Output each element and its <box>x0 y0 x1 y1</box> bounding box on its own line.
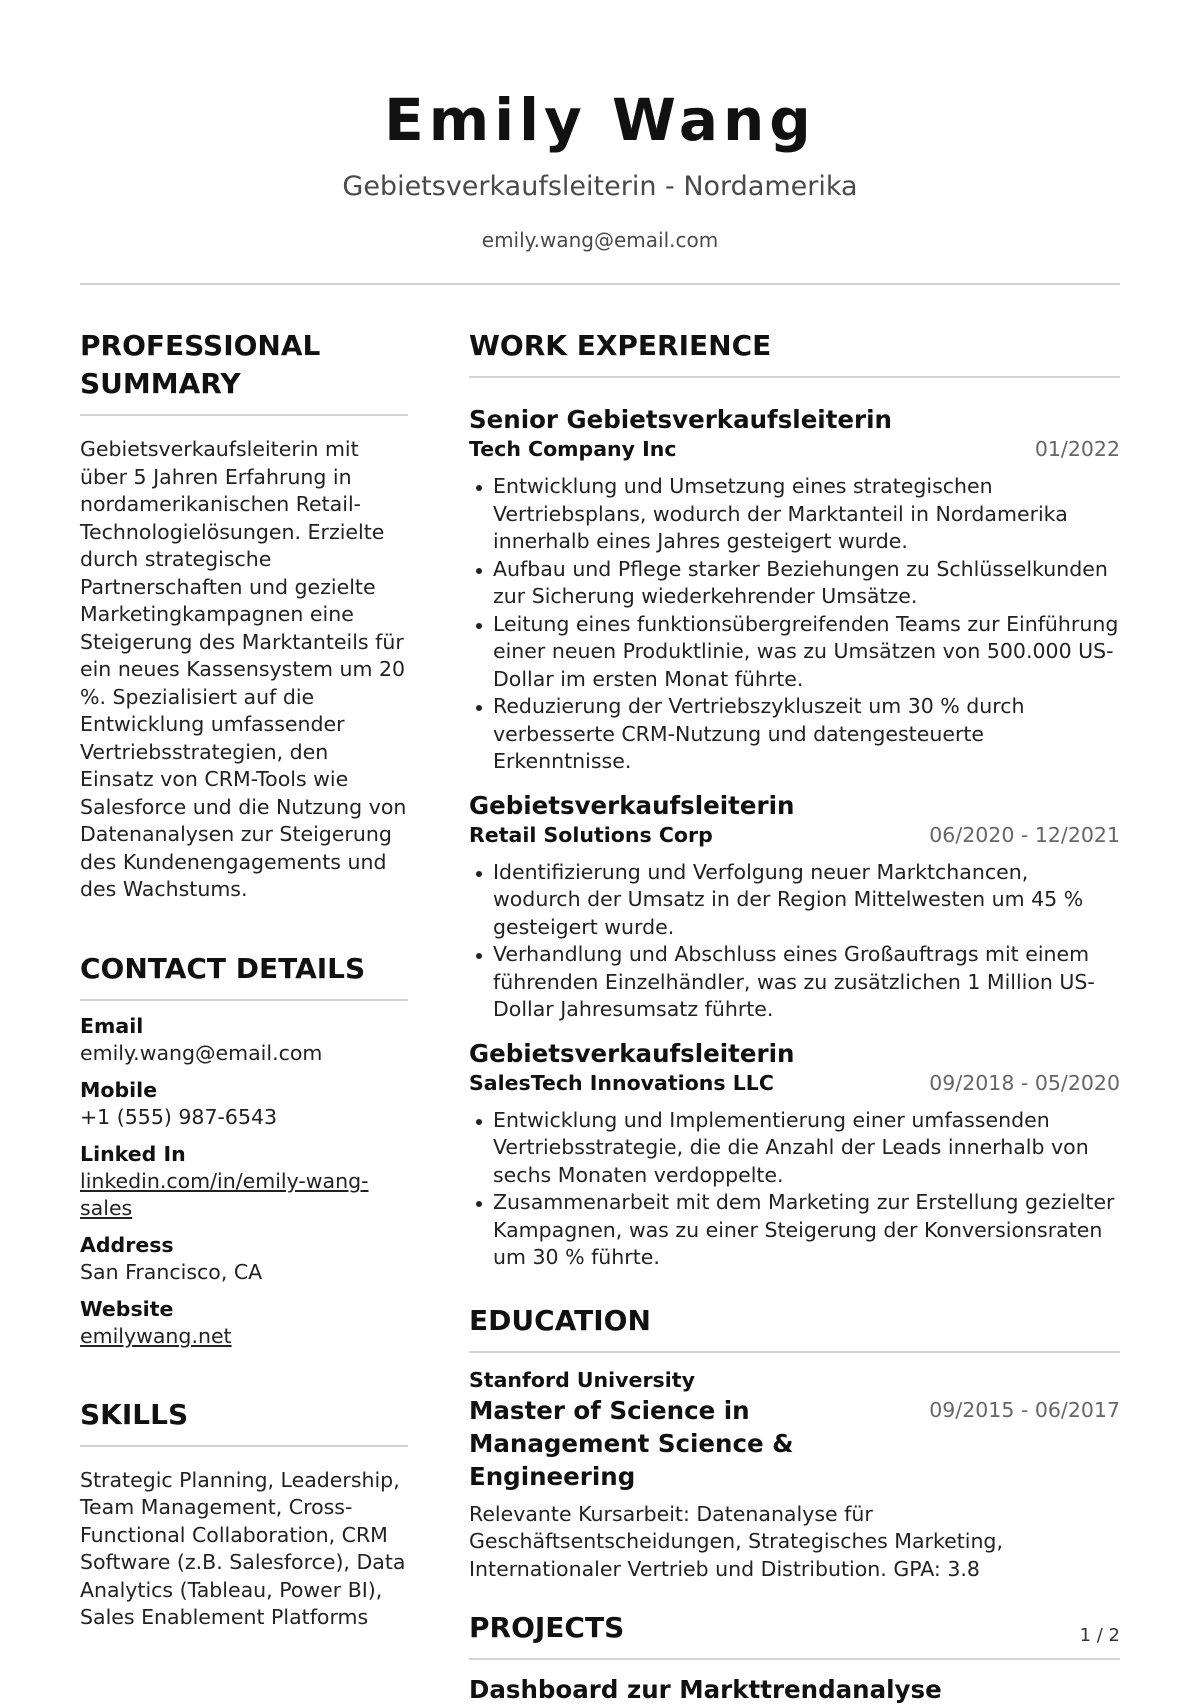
section-divider <box>80 1445 408 1447</box>
job-bullet: Entwicklung und Umsetzung eines strategischen Vertriebsplans, wodurch der Marktanteil in Nordamerika innerhalb eines Jahres gesteigert wurde. <box>493 473 1120 556</box>
job-bullet: Zusammenarbeit mit dem Marketing zur Erstellung gezielter Kampagnen, was zu einer Steigerung der Konversionsraten um 30 % führte. <box>493 1189 1120 1272</box>
job-bullet: Leitung eines funktionsübergreifenden Teams zur Einführung einer neuen Produktlinie, was zu Umsätzen von 500.000 US-Dollar im ersten Monat führte. <box>493 611 1120 694</box>
job-company: Tech Company Inc <box>469 437 677 461</box>
skills-heading: SKILLS <box>80 1397 189 1431</box>
job-bullet: Entwicklung und Implementierung einer umfassenden Vertriebsstrategie, die die Anzahl der Leads innerhalb von sechs Monaten verdoppelte. <box>493 1107 1120 1190</box>
contact-list <box>80 1013 408 1350</box>
section-divider <box>469 1658 1120 1660</box>
section-divider <box>469 376 1120 378</box>
education-meta <box>469 1394 1120 1493</box>
job-bullet: Reduzierung der Vertriebszykluszeit um 30 % durch verbesserte CRM-Nutzung und datengesteuerte Erkenntnisse. <box>493 693 1120 776</box>
job-entry <box>469 404 1120 776</box>
education-heading: EDUCATION <box>469 1303 651 1337</box>
job-date: 09/2018 - 05/2020 <box>929 1070 1120 1095</box>
job-company: SalesTech Innovations LLC <box>469 1070 774 1095</box>
job-bullet: Identifizierung und Verfolgung neuer Marktchancen, wodurch der Umsatz in der Region Mittelwesten um 45 % gesteigert wurde. <box>493 859 1120 942</box>
job-date: 01/2022 <box>1034 437 1120 461</box>
header-email: emily.wang@email.com <box>481 228 719 252</box>
job-title: Senior Gebietsverkaufsleiterin <box>469 405 892 434</box>
job-bullets <box>469 859 1120 1024</box>
page-number: 1 / 2 <box>1079 1625 1120 1646</box>
summary-heading: PROFESSIONAL SUMMARY <box>80 329 321 400</box>
section-divider <box>80 414 408 416</box>
work-section <box>469 327 1120 1272</box>
work-heading: WORK EXPERIENCE <box>469 329 772 362</box>
job-company: Retail Solutions Corp <box>469 822 713 847</box>
job-date: 06/2020 - 12/2021 <box>929 822 1120 847</box>
job-entry <box>469 790 1120 1024</box>
contact-section <box>80 950 408 1350</box>
education-description: Relevante Kursarbeit: Datenanalyse für Geschäftsentscheidungen, Strategisches Marketing, Internationaler Vertrieb und Distribution. GPA: 3.8 <box>469 1501 1003 1581</box>
contact-value-address: San Francisco, CA <box>80 1259 263 1284</box>
job-title: Gebietsverkaufsleiterin <box>469 1038 795 1068</box>
section-divider <box>469 1351 1120 1353</box>
section-divider <box>80 999 408 1001</box>
job-bullets <box>469 1107 1120 1272</box>
education-section <box>469 1302 1120 1584</box>
linkedin-link[interactable]: linkedin.com/in/emily-wang-sales <box>80 1168 369 1220</box>
education-school: Stanford University <box>469 1367 695 1392</box>
candidate-name: Emily Wang <box>384 86 816 154</box>
left-column <box>80 327 408 1632</box>
job-meta <box>469 436 1120 463</box>
project-title: Dashboard zur Markttrendanalyse <box>469 1675 942 1704</box>
contact-heading: CONTACT DETAILS <box>80 951 366 985</box>
summary-section <box>80 327 408 904</box>
right-column <box>469 327 1120 1706</box>
education-degree: Master of Science in Management Science & Engineering <box>469 1395 794 1491</box>
projects-section <box>469 1609 1120 1706</box>
contact-label-email: Email <box>80 1013 144 1038</box>
contact-value-mobile: +1 (555) 987-6543 <box>80 1104 278 1129</box>
skills-text: Strategic Planning, Leadership, Team Management, Cross-Functional Collaboration, CRM Software (z.B. Salesforce), Data Analytics (Tableau, Power BI), Sales Enablement Platforms <box>80 1467 406 1629</box>
contact-value-email: emily.wang@email.com <box>80 1040 323 1065</box>
job-title: Gebietsverkaufsleiterin <box>469 790 795 820</box>
job-bullets <box>469 473 1120 776</box>
job-meta <box>469 822 1120 849</box>
header-divider <box>80 283 1120 285</box>
website-link[interactable]: emilywang.net <box>80 1323 232 1348</box>
candidate-role: Gebietsverkaufsleiterin - Nordamerika <box>342 171 858 202</box>
projects-heading: PROJECTS <box>469 1611 625 1644</box>
contact-label-mobile: Mobile <box>80 1077 158 1102</box>
contact-label-address: Address <box>80 1232 174 1257</box>
job-bullet: Verhandlung und Abschluss eines Großauftrags mit einem führenden Einzelhändler, was zu zusätzlichen 1 Million US-Dollar Jahresumsatz führte. <box>493 941 1120 1024</box>
summary-text: Gebietsverkaufsleiterin mit über 5 Jahren Erfahrung in nordamerikanischen Retail-Technologielösungen. Erzielte durch strategische Partnerschaften und gezielte Marketingkampagnen eine Steigerung des Marktanteils für ein neues Kassensystem um 20 %. Spezialisiert auf die Entwicklung umfassender Vertriebsstrategien, den Einsatz von CRM-Tools wie Salesforce und die Nutzung von Datenanalysen zur Steigerung des Kundenengagements und des Wachstums. <box>80 437 407 901</box>
contact-label-linkedin: Linked In <box>80 1141 186 1166</box>
job-bullet: Aufbau und Pflege starker Beziehungen zu Schlüsselkunden zur Sicherung wiederkehrender Umsätze. <box>493 556 1120 611</box>
education-date: 09/2015 - 06/2017 <box>929 1397 1120 1422</box>
job-entry <box>469 1038 1120 1272</box>
skills-section <box>80 1396 408 1632</box>
job-meta <box>469 1070 1120 1097</box>
contact-label-website: Website <box>80 1296 174 1321</box>
